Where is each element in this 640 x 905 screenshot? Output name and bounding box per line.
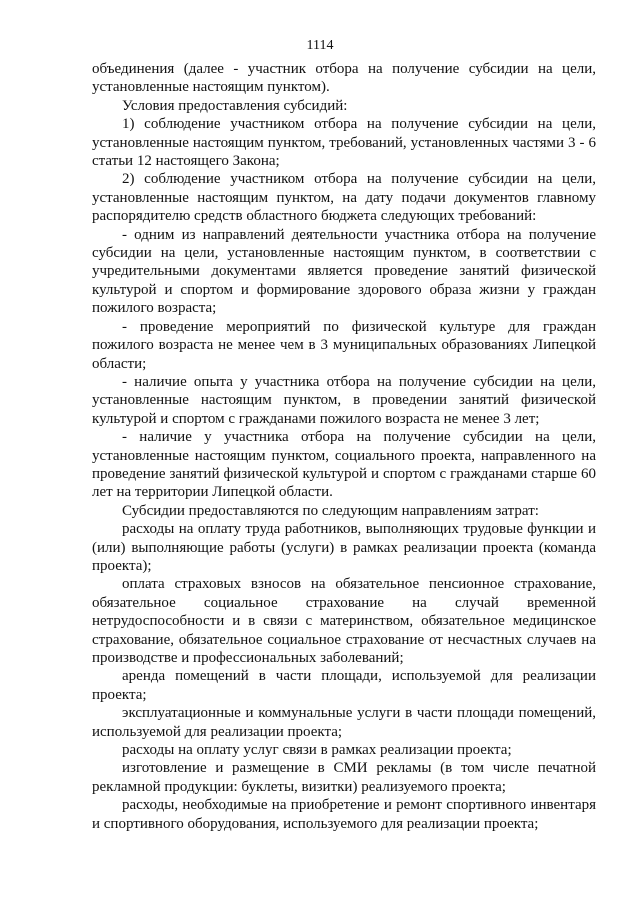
paragraph: расходы на оплату труда работников, выполняющих трудовые функции и (или) выполняющие работы (услуги) в рамках реализации проекта (команда проекта); bbox=[92, 521, 596, 574]
paragraph: эксплуатационные и коммунальные услуги в части площади помещений, используемой для реализации проекта; bbox=[92, 705, 596, 740]
document-body bbox=[92, 60, 596, 833]
paragraph: 1) соблюдение участником отбора на получение субсидии на цели, установленные настоящим пунктом, требований, установленных частями 3 - 6 статьи 12 настоящего Закона; bbox=[92, 116, 596, 170]
paragraph: - проведение мероприятий по физической культуре для граждан пожилого возраста не менее чем в 3 муниципальных образованиях Липецкой области; bbox=[92, 318, 596, 372]
paragraph: - одним из направлений деятельности участника отбора на получение субсидии на цели, установленные настоящим пунктом, в соответствии с учредительными документами является проведение занятий физической культурой и спортом и формирование здорового образа жизни у граждан пожилого возраста; bbox=[92, 226, 596, 317]
page-number: 1114 bbox=[306, 38, 334, 53]
paragraph: изготовление и размещение в СМИ рекламы (в том числе печатной рекламной продукции: буклеты, визитки) реализуемого проекта; bbox=[92, 760, 596, 795]
paragraph: Субсидии предоставляются по следующим направлениям затрат: bbox=[122, 502, 539, 519]
paragraph: - наличие опыта у участника отбора на получение субсидии на цели, установленные настоящим пунктом, в проведении занятий физической культурой и спортом с гражданами пожилого возраста не менее 3 лет; bbox=[92, 373, 596, 427]
paragraph: оплата страховых взносов на обязательное пенсионное страхование, обязательное социальное страхование на случай временной нетрудоспособности и в связи с материнством, обязательное медицинское страхование, обязательное социальное страхование от несчастных случаев на производстве и профессиональных заболеваний; bbox=[92, 576, 596, 666]
paragraph: 2) соблюдение участником отбора на получение субсидии на цели, установленные настоящим пунктом, на дату подачи документов главному распорядителю средств областного бюджета следующих требований: bbox=[92, 171, 596, 225]
paragraph: объединения (далее - участник отбора на получение субсидии на цели, установленные настоящим пунктом). bbox=[92, 61, 596, 96]
paragraph: аренда помещений в части площади, используемой для реализации проекта; bbox=[92, 668, 596, 703]
paragraph: расходы, необходимые на приобретение и ремонт спортивного инвентаря и спортивного оборудования, используемого для реализации проекта; bbox=[92, 797, 596, 832]
paragraph: - наличие у участника отбора на получение субсидии на цели, установленные настоящим пунктом, социального проекта, направленного на проведение занятий физической культурой и спортом с гражданами старше 60 лет на территории Липецкой области. bbox=[92, 429, 596, 501]
paragraph: Условия предоставления субсидий: bbox=[122, 97, 348, 114]
paragraph: расходы на оплату услуг связи в рамках реализации проекта; bbox=[122, 742, 512, 759]
